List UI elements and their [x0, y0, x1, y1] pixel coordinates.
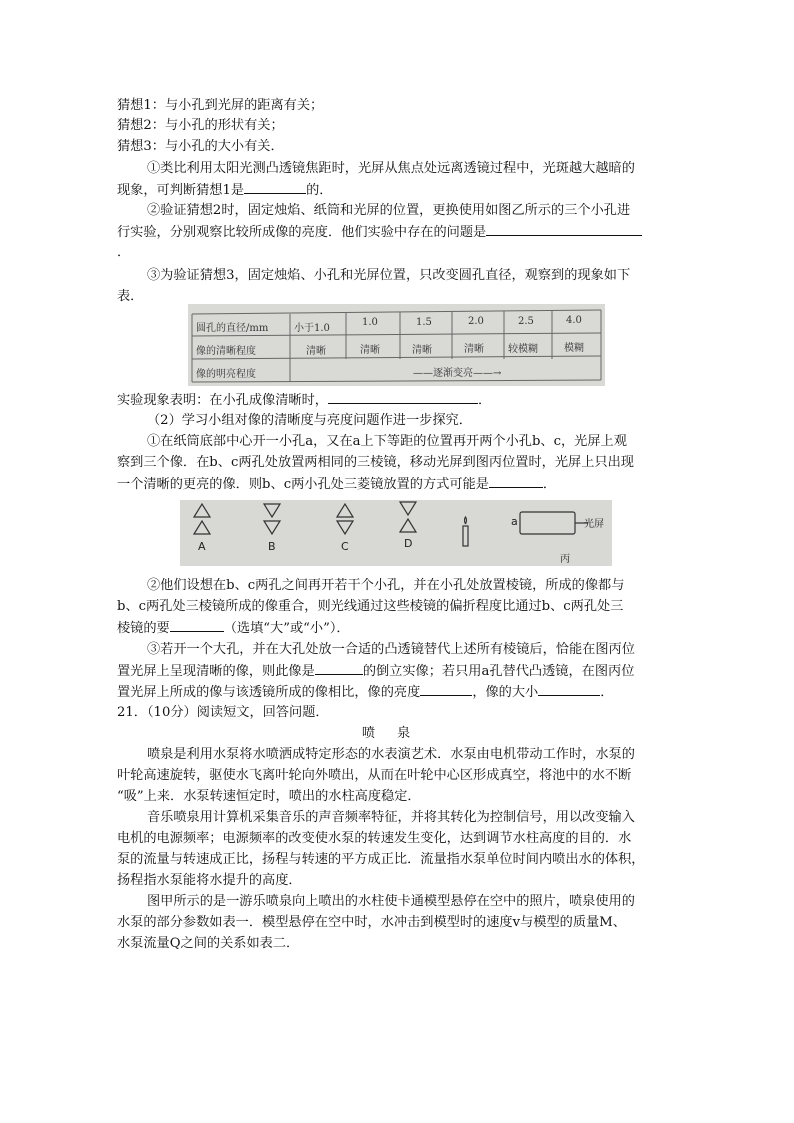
table-cell: 2.5	[518, 316, 534, 327]
text-line	[117, 683, 613, 702]
text-span: 棱镜的要	[117, 621, 170, 636]
text-line: “吸”上来．水泵转速恒定时，喷出的水柱高度稳定．	[117, 789, 421, 804]
text-line: 喷泉是利用水泵将水喷洒成特定形态的水表演艺术．水泵由电机带动工作时，水泵的	[147, 747, 635, 762]
candle-icon	[463, 526, 468, 546]
text-line: ②他们设想在b、c两孔之间再开若干个小孔，并在小孔处放置棱镜，所成的像都与	[147, 578, 625, 593]
text-line: 音乐喷泉用计算机采集音乐的声音频率特征，并将其转化为控制信号，用以改变输入	[147, 810, 635, 825]
text-span: 行实验，分别观察比较所成像的亮度．他们实验中存在的问题是	[117, 225, 487, 240]
prism-triangle-icon	[337, 521, 353, 534]
prism-figure-photo	[180, 500, 612, 566]
text-line: （2）学习小组对像的清晰度与亮度问题作进一步探究．	[147, 413, 472, 428]
text-line: 水泵流量Q之间的关系如表二．	[117, 936, 300, 951]
text-line	[117, 391, 491, 410]
table-cell: 2.0	[468, 316, 484, 327]
prism-triangle-icon	[400, 519, 416, 532]
table-cell: ——逐渐变亮——→	[413, 368, 502, 379]
answer-blank	[486, 223, 642, 236]
text-line: 水泵的部分参数如表一．模型悬停在空中时，水冲击到模型时的速度v与模型的质量M、	[117, 915, 626, 930]
text-span: 的倒立实像；若只用a孔替代凸透镜，在图丙位	[362, 664, 635, 679]
text-line	[117, 662, 634, 681]
prism-triangle-icon	[194, 521, 210, 534]
text-span: 的．	[306, 183, 333, 198]
text-span: （选填“大”或“小”）．	[223, 621, 350, 636]
prism-triangle-icon	[264, 521, 280, 534]
text-span: ．	[478, 393, 492, 408]
text-line: 猜想1：与小孔到光屏的距离有关；	[117, 98, 324, 113]
text-span: 置光屏上呈现清晰的像，则此像是	[117, 664, 315, 679]
text-line: 21．（10分）阅读短文，回答问题．	[117, 705, 329, 720]
text-line: 泵的流量与转速成正比，扬程与转速的平方成正比．流量指水泵单位时间内喷出水的体积，	[117, 852, 645, 867]
table-cell: 小于1.0	[294, 323, 330, 334]
prism-triangle-icon	[400, 502, 416, 515]
text-line: ②验证猜想2时，固定烛焰、纸筒和光屏的位置，更换使用如图乙所示的三个小孔进	[147, 203, 631, 218]
prism-triangle-icon	[264, 504, 280, 517]
flame-icon	[465, 517, 467, 524]
option-label: D	[404, 537, 413, 550]
table-cell: 清晰	[360, 345, 380, 356]
text-span: 置光屏上所成的像与该透镜所成的像相比，像的亮度	[117, 685, 421, 700]
figure-label: 丙	[560, 554, 570, 565]
text-span: 一个清晰的更亮的像．则b、c两小孔处三菱镜放置的方式可能是	[117, 477, 489, 492]
option-label: C	[341, 540, 349, 553]
answer-blank	[170, 619, 224, 632]
prism-triangle-icon	[337, 504, 353, 517]
text-line: ．	[117, 245, 131, 260]
table-cell-text: 逐渐变亮	[433, 368, 473, 379]
text-line: 扬程指水泵能将水提升的高度．	[117, 873, 302, 888]
answer-blank	[315, 662, 363, 675]
text-line: ③若开一个大孔，并在大孔处放一合适的凸透镜替代上述所有棱镜后，恰能在图丙位	[147, 642, 635, 657]
text-line	[117, 619, 350, 638]
text-line	[117, 181, 332, 200]
text-span: 现象，可判断猜想1是	[117, 183, 245, 198]
text-line: ③为验证猜想3，固定烛焰、小孔和光屏位置，只改变圆孔直径，观察到的现象如下	[147, 268, 631, 283]
text-line: 叶轮高速旋转，驱使水飞离叶轮向外喷出，从而在叶轮中心区形成真空，将池中的水不断	[117, 768, 632, 783]
text-line	[117, 475, 556, 494]
text-line: 猜想2：与小孔的形状有关；	[117, 118, 284, 133]
text-span: ．	[542, 477, 557, 492]
paper-tube-icon	[520, 512, 575, 534]
table-cell: 清晰	[412, 345, 432, 356]
option-label: A	[198, 540, 206, 553]
answer-blank	[489, 475, 543, 488]
table-cell: 清晰	[306, 346, 326, 357]
hole-label: a	[511, 515, 518, 528]
diameter-table-photo	[188, 304, 605, 386]
screen-label: 光屏	[584, 519, 604, 530]
text-line: 表．	[117, 289, 144, 304]
text-line	[117, 223, 642, 242]
table-cell: 1.0	[362, 317, 378, 328]
text-span: ．	[600, 685, 614, 700]
table-cell: 1.5	[416, 317, 432, 328]
text-span: 实验现象表明：在小孔成像清晰时，	[117, 393, 328, 408]
prism-triangle-icon	[194, 504, 210, 517]
table-row-header: 像的明亮程度	[196, 369, 256, 380]
table-row-header: 圆孔的直径/mm	[196, 323, 269, 334]
text-line: ①在纸筒底部中心开一小孔a，又在a上下等距的位置再开两个小孔b、c，光屏上观	[147, 434, 627, 449]
table-cell: 清晰	[464, 344, 484, 355]
table-cell: 4.0	[566, 315, 582, 326]
answer-blank	[420, 683, 472, 696]
text-line: b、c两孔处三棱镜所成的像重合，则光线通过这些棱镜的偏折程度比通过b、c两孔处三	[117, 599, 624, 614]
answer-blank	[328, 391, 478, 404]
table-row-header: 像的清晰程度	[196, 346, 256, 357]
answer-blank	[244, 181, 306, 194]
option-label: B	[268, 540, 276, 553]
section-title: 喷泉	[361, 726, 433, 741]
text-line: 图甲所示的是一游乐喷泉向上喷出的水柱使卡通模型悬停在空中的照片，喷泉使用的	[147, 894, 635, 909]
answer-blank	[538, 683, 600, 696]
table-cell: 较模糊	[508, 344, 538, 355]
text-line: 察到三个像．在b、c两孔处放置两相同的三棱镜，移动光屏到图丙位置时，光屏上只出现	[117, 455, 634, 470]
text-line: 猜想3：与小孔的大小有关．	[117, 139, 284, 154]
text-line: 电机的电源频率；电源频率的改变使水泵的转速发生变化，达到调节水柱高度的目的．水	[117, 831, 632, 846]
text-span: ，像的大小	[472, 685, 539, 700]
text-line: ①类比利用太阳光测凸透镜焦距时，光屏从焦点处远离透镜过程中，光斑越大越暗的	[147, 161, 635, 176]
table-cell: 模糊	[564, 343, 584, 354]
prism-drawings	[180, 500, 612, 566]
